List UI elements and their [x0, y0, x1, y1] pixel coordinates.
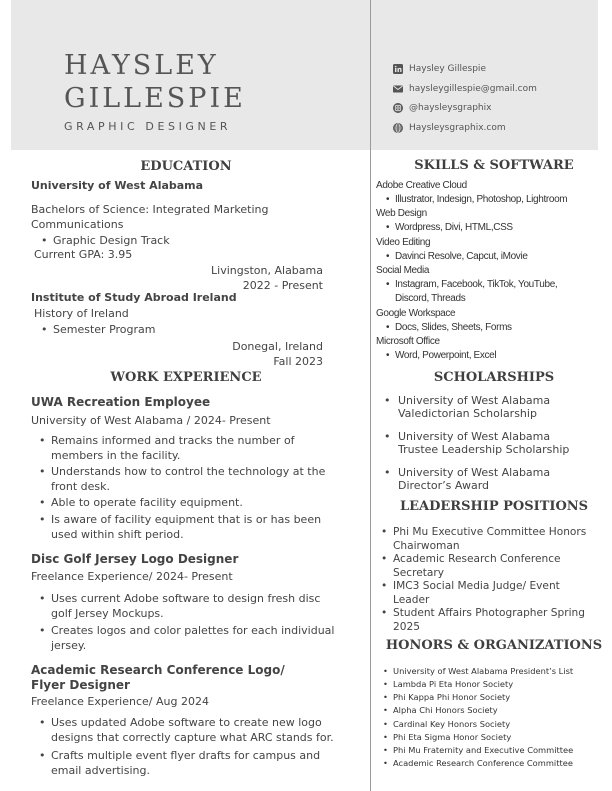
skill-group: Video Editing [376, 237, 431, 248]
list-item: • Davinci Resolve, Capcut, iMovie [395, 250, 605, 264]
linkedin-icon [393, 64, 403, 74]
contact-instagram-text: @haysleysgraphix [409, 103, 492, 113]
list-item: • Semester Program [53, 322, 343, 337]
list-item: • Is aware of facility equipment that is or has been used within shift period. [51, 512, 346, 542]
skills-title: SKILLS & SOFTWARE [414, 158, 574, 173]
work-title: WORK EXPERIENCE [110, 370, 262, 385]
list-item: • Able to operate facility equipment. [51, 495, 346, 510]
contact-linkedin-text: Haysley Gillespie [409, 64, 486, 74]
list-item: • Creates logos and color palettes for each individual jersey. [51, 623, 346, 653]
skill-group: Social Media [376, 265, 430, 276]
list-item: • Docs, Slides, Sheets, Forms [395, 321, 605, 335]
education-title: EDUCATION [140, 159, 232, 174]
scholarships-title: SCHOLARSHIPS [433, 370, 555, 385]
degree-line: Bachelors of Science: Integrated Marketing [31, 203, 269, 216]
job-role: GRAPHIC DESIGNER [64, 120, 232, 133]
name-first: HAYSLEY [64, 50, 219, 81]
job-org: Freelance Experience/ Aug 2024 [31, 695, 209, 708]
list-item: • Instagram, Facebook, TikTok, YouTube, Discord, Threads [395, 278, 605, 306]
school-dates: 2022 - Present [242, 279, 323, 292]
list-item: • IMC3 Social Media Judge/ Event Leader [393, 580, 605, 607]
gpa: Current GPA: 3.95 [34, 248, 133, 261]
contact-website-text: Haysleysgraphix.com [409, 123, 506, 133]
skill-group: Microsoft Office [376, 336, 440, 347]
list-item: • Illustrator, Indesign, Photoshop, Lightroom [395, 193, 605, 207]
contact-instagram[interactable] [393, 103, 491, 113]
list-item: • Uses updated Adobe software to create new logo designs that correctly capture what ARC stands for. [51, 715, 351, 745]
list-item: • Remains informed and tracks the number of members in the facility. [51, 433, 346, 463]
skill-group: Adobe Creative Cloud [376, 180, 467, 191]
list-item: • Phi Mu Fraternity and Executive Committee [393, 744, 573, 756]
list-item: • Crafts multiple event flyer drafts for campus and email advertising. [51, 748, 351, 778]
contact-website[interactable] [393, 123, 506, 133]
skill-group: Web Design [376, 208, 427, 219]
list-item: • Phi Kappa Phi Honor Society [393, 691, 510, 703]
list-item: • Student Affairs Photographer Spring 2025 [393, 607, 605, 634]
school-location: Livingston, Alabama [211, 264, 323, 277]
school-dates: Fall 2023 [273, 355, 323, 368]
job-title: UWA Recreation Employee [31, 395, 211, 409]
column-divider [370, 0, 371, 791]
job-title: Flyer Designer [31, 678, 130, 692]
school-name: Institute of Study Abroad Ireland [31, 291, 237, 304]
job-org: Freelance Experience/ 2024- Present [31, 570, 233, 583]
globe-icon [393, 123, 403, 133]
job-title: Academic Research Conference Logo/ [31, 663, 285, 677]
list-item: • Phi Mu Executive Committee Honors Chairwoman [393, 526, 605, 553]
list-item: • Alpha Chi Honors Society [393, 704, 498, 716]
list-item: • Academic Research Conference Committee [393, 757, 573, 769]
leadership-title: LEADERSHIP POSITIONS [399, 499, 589, 514]
list-item: • University of West Alabama Trustee Leadership Scholarship [398, 431, 569, 456]
school-location: Donegal, Ireland [232, 340, 323, 353]
instagram-icon [393, 103, 403, 113]
contact-linkedin[interactable] [393, 64, 486, 74]
list-item: • Graphic Design Track [53, 233, 343, 248]
list-item: • Wordpress, Divi, HTML,CSS [395, 221, 605, 235]
list-item: • University of West Alabama Valedictorian Scholarship [398, 395, 550, 420]
list-item: • University of West Alabama Director’s Award [398, 467, 550, 492]
name-last: GILLESPIE [64, 83, 246, 114]
job-org: University of West Alabama / 2024- Present [31, 414, 271, 427]
mail-icon [393, 84, 403, 94]
list-item: • University of West Alabama President’s List [393, 665, 573, 677]
list-item: • Academic Research Conference Secretary [393, 553, 605, 580]
degree-line: Communications [31, 218, 124, 231]
honors-title: HONORS & ORGANIZATIONS [385, 638, 603, 653]
skill-group: Google Workspace [376, 308, 456, 319]
list-item: • Uses current Adobe software to design fresh disc golf Jersey Mockups. [51, 591, 346, 621]
list-item: • Understands how to control the technology at the front desk. [51, 464, 346, 494]
list-item: • Phi Eta Sigma Honor Society [393, 731, 511, 743]
list-item: • Cardinal Key Honors Society [393, 718, 510, 730]
program: History of Ireland [34, 307, 129, 320]
list-item: • Lambda Pi Eta Honor Society [393, 678, 513, 690]
contact-email-text: haysleygillespie@gmail.com [409, 84, 537, 94]
list-item: • Word, Powerpoint, Excel [395, 349, 605, 363]
school-name: University of West Alabama [31, 179, 204, 192]
contact-email[interactable] [393, 84, 537, 94]
job-title: Disc Golf Jersey Logo Designer [31, 552, 239, 566]
